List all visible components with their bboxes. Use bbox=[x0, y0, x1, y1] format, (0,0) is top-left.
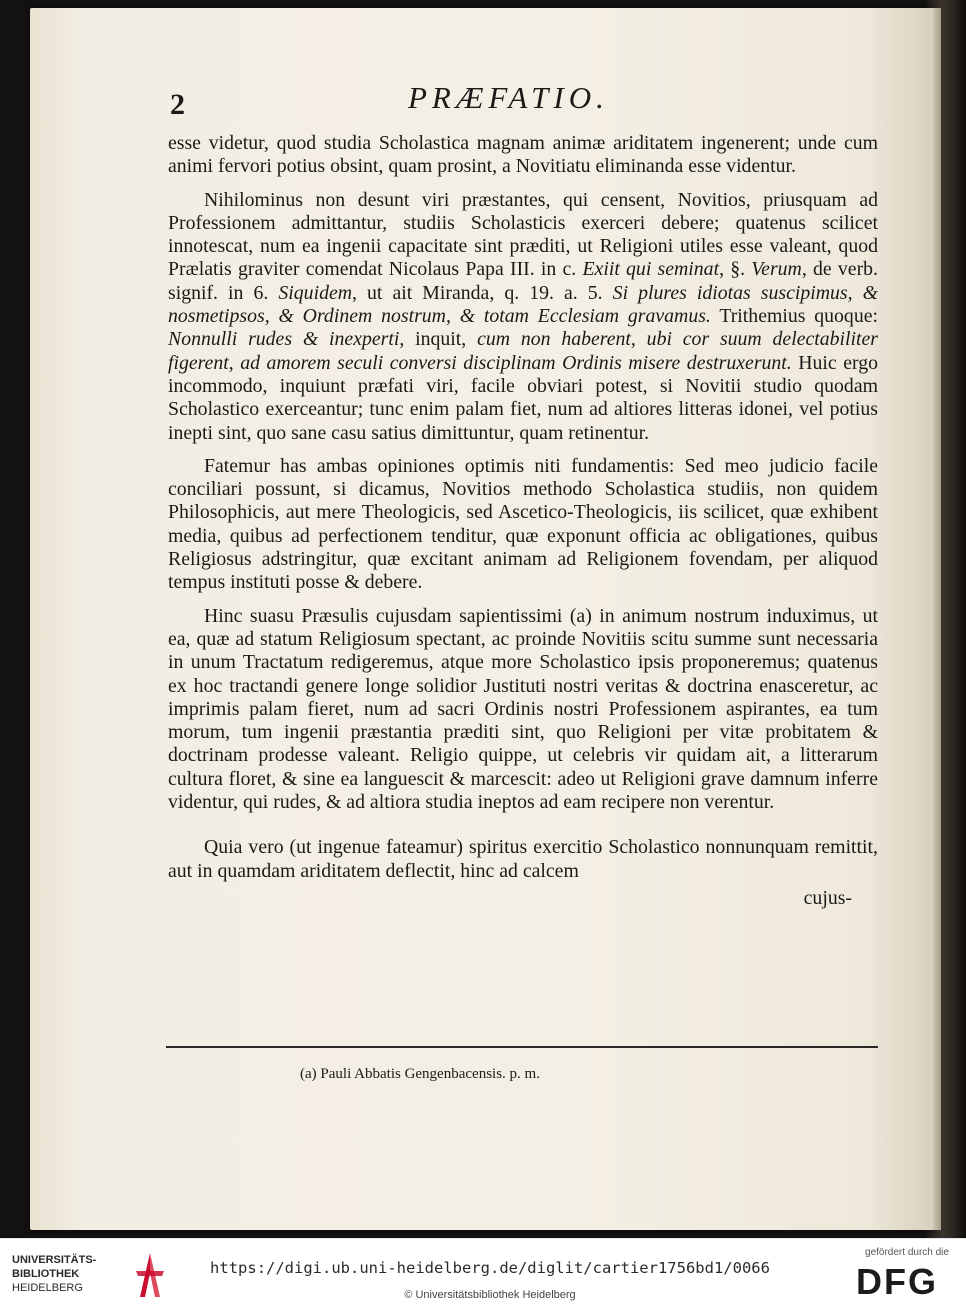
logo-line-1: UNIVERSITÄTS- bbox=[12, 1254, 97, 1266]
logo-line-2: BIBLIOTHEK bbox=[12, 1268, 80, 1280]
library-emblem-icon bbox=[132, 1251, 168, 1299]
dfg-funder-logo[interactable] bbox=[852, 1247, 962, 1307]
running-head: PRÆFATIO. bbox=[408, 80, 609, 115]
permalink-url[interactable]: https://digi.ub.uni-heidelberg.de/diglit/cartier1756bd1/0066 bbox=[210, 1259, 770, 1277]
paragraph-4 bbox=[168, 605, 878, 815]
text-run: Huic ergo incommodo, inquiunt præfati viri, facile obviari potest, si Novitii studio quodam Scholastico exerceantur; tunc enim palam fiet, num ad altiores litteras idonei, vel potius inepti sint, quo sane casu satius dimittuntur, quam retinentur. bbox=[168, 351, 878, 444]
dfg-logo-text: DFG bbox=[856, 1261, 938, 1302]
text-run: cum non haberent, ubi cor suum delectabiliter figerent, ad amorem seculi conversi disciplinam Ordinis misere destruxerunt. bbox=[168, 328, 879, 374]
funder-caption: gefördert durch die bbox=[865, 1247, 949, 1258]
text-run: , inquit, bbox=[399, 328, 478, 351]
footnote-rule bbox=[166, 1046, 878, 1048]
body-text bbox=[168, 132, 878, 910]
text-run: Exiit qui seminat bbox=[582, 258, 720, 281]
text-run: , ut ait Miranda, q. 19. a. 5. bbox=[352, 281, 613, 304]
page-edge bbox=[933, 8, 941, 1230]
text-run: Siquidem bbox=[278, 281, 353, 304]
text-run: Nonnulli rudes & inexperti bbox=[168, 328, 400, 351]
paragraph-5 bbox=[168, 836, 878, 883]
logo-text bbox=[12, 1253, 96, 1295]
catchword: cujus- bbox=[803, 886, 852, 909]
university-library-logo[interactable] bbox=[12, 1251, 212, 1301]
text-run: esse videtur, quod studia Scholastica magnam animæ ariditatem ingenerent; unde cum animi fervori potius obsint, quam prosint, a Novitiatu eliminanda esse videntur. bbox=[168, 132, 878, 178]
copyright-notice: © Universitätsbibliothek Heidelberg bbox=[404, 1289, 576, 1301]
text-run: Trithemius quoque: bbox=[710, 305, 878, 328]
paragraph-1 bbox=[168, 132, 878, 179]
logo-line-3: HEIDELBERG bbox=[12, 1282, 83, 1294]
text-run: Fatemur has ambas opiniones optimis niti fundamentis: Sed meo judicio facile conciliari possunt, si dicamus, Novitios methodo Scholastica studiis, non quidem Philosophicis, aut mere Theologicis, sed Ascetico-Theologicis, iis scilicet, quæ exhibent media, quibus ad perfectionem tenditur, quæ exponunt officia ac obligationes, quibus Religiosus adstringitur, quæ excitant animam ad Religionem fovendam, per aliquod tempus instituti posse & debere. bbox=[168, 454, 878, 594]
paragraph-2 bbox=[168, 189, 878, 445]
library-footer bbox=[0, 1238, 966, 1312]
text-run: , §. bbox=[719, 258, 752, 281]
text-run: Verum bbox=[751, 258, 802, 281]
text-run: Si plures idiotas suscipimus, & nosmetipsos, & Ordinem nostrum, & totam Ecclesiam gravamus. bbox=[168, 281, 879, 328]
text-run: Hinc suasu Præsulis cujusdam sapientissimi (a) in animum nostrum induximus, ut ea, quæ ad statum Religiosum spectant, ac proinde Novitiis scitu summe sunt necessaria in unum Tractatum redigeremus, atque more Scholastico ipsis proponeremus; quatenus ex hoc tractandi genere longe solidior Justituti nostri veritas & doctrina enasceretur, ac imprimis palam fieret, num ad sacri Ordinis nostri Professionem aspirantes, ea tum morum, tum ingenii præstantia præditi sint, quo Religioni per vitæ probitatem & doctrinam prodesse valeant. Religio quippe, ut celebris vir quidam ait, a litterarum cultura floret, & sine ea languescit & marcescit: adeo ut Religioni grave damnum inferre videntur, qui rudes, & ad altiora studia ineptos ad eam recipere non verentur. bbox=[168, 604, 878, 814]
text-run: Nihilominus non desunt viri præstantes, qui censent, Novitios, priusquam ad Professionem admittantur, studiis Scholasticis exerceri debere; quatenus scilicet innotescat, num ea ingenii capacitate sint præditi, ut Religioni utiles esse valeant, quod Prælatis graviter comendat Nicolaus Papa III. in c. bbox=[168, 188, 878, 281]
footnote: (a) Pauli Abbatis Gengenbacensis. p. m. bbox=[300, 1066, 540, 1082]
text-run: , de verb. signif. in 6. bbox=[168, 258, 878, 304]
page-number: 2 bbox=[170, 88, 185, 121]
paragraph-3 bbox=[168, 455, 878, 595]
text-run: Quia vero (ut ingenue fateamur) spiritus exercitio Scholastico nonnunquam remittit, aut in quamdam ariditatem deflectit, hinc ad calcem bbox=[168, 836, 878, 882]
